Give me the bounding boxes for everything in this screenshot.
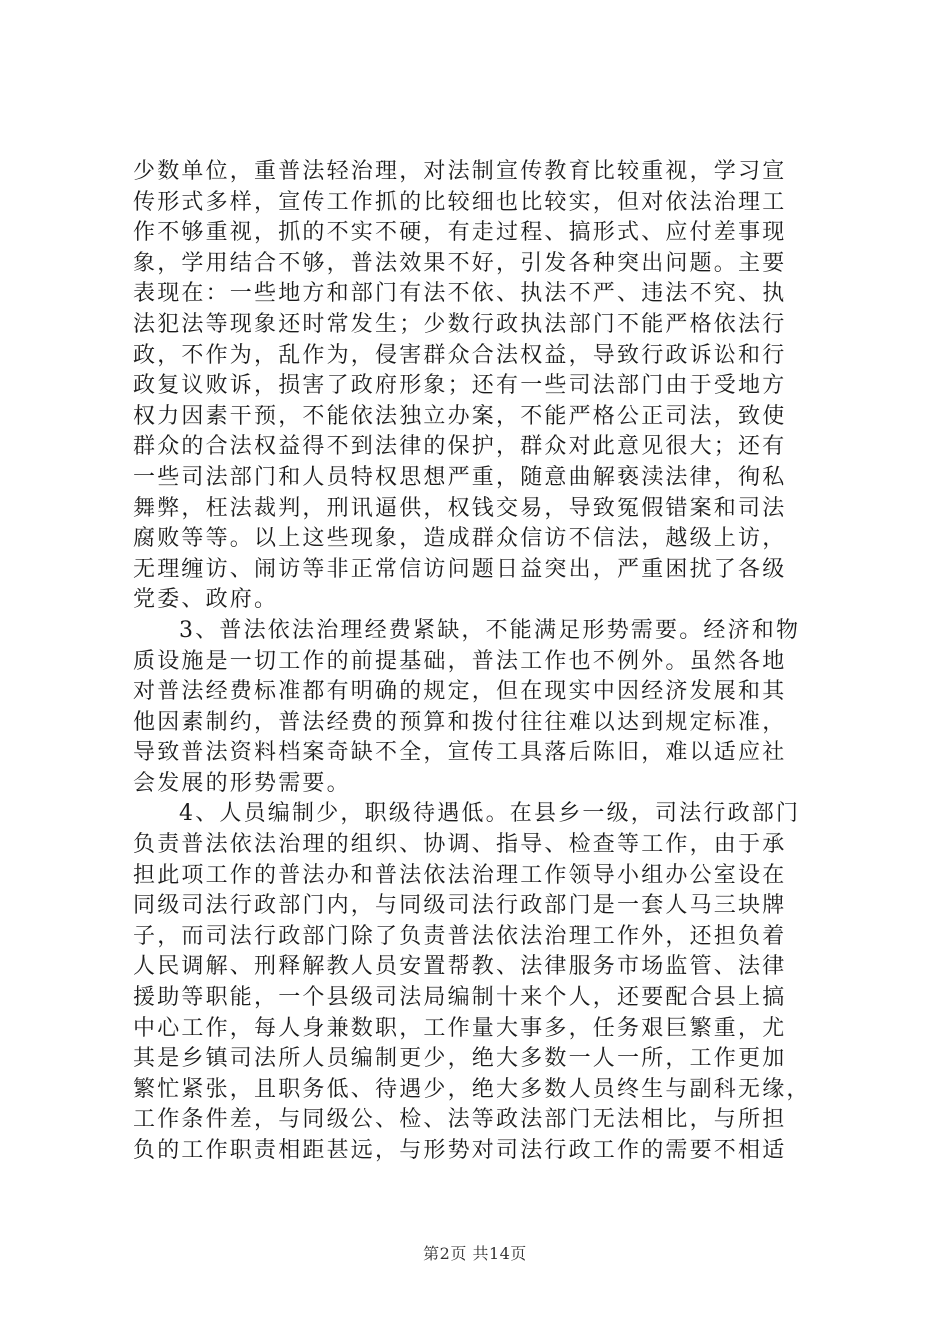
- text-line: 子，而司法行政部门除了负责普法依法治理工作外，还担负着: [133, 923, 787, 949]
- text-line: 腐败等等。以上这些现象，造成群众信访不信法，越级上访，: [133, 526, 787, 552]
- text-line: 对普法经费标准都有明确的规定，但在现实中因经济发展和其: [133, 679, 787, 705]
- text-line: 导致普法资料档案奇缺不全，宣传工具落后陈旧，难以适应社: [133, 740, 787, 766]
- document-body: [133, 157, 833, 1167]
- text-line: 一些司法部门和人员特权思想严重，随意曲解亵渎法律，徇私: [133, 464, 787, 490]
- text-line: 无理缠访、闹访等非正常信访问题日益突出，严重困扰了各级: [133, 556, 787, 582]
- text-line: 群众的合法权益得不到法律的保护，群众对此意见很大；还有: [133, 434, 787, 460]
- text-line: 负责普法依法治理的组织、协调、指导、检查等工作，由于承: [133, 832, 787, 858]
- text-line: 政，不作为，乱作为，侵害群众合法权益，导致行政诉讼和行: [133, 342, 787, 368]
- text-line: 表现在：一些地方和部门有法不依、执法不严、违法不究、执: [133, 281, 787, 307]
- paragraph-start-line: 4、人员编制少，职级待遇低。在县乡一级，司法行政部门: [179, 801, 801, 827]
- text-line: 权力因素干预，不能依法独立办案，不能严格公正司法，致使: [133, 403, 787, 429]
- text-line: 少数单位，重普法轻治理，对法制宣传教育比较重视，学习宣: [133, 159, 787, 184]
- text-line: 人民调解、刑释解教人员安置帮教、法律服务市场监管、法律: [133, 954, 787, 980]
- text-line: 舞弊，枉法裁判，刑讯逼供，权钱交易，导致冤假错案和司法: [133, 495, 787, 521]
- text-line: 象，学用结合不够，普法效果不好，引发各种突出问题。主要: [133, 250, 787, 276]
- text-line: 其是乡镇司法所人员编制更少，绝大多数一人一所，工作更加: [133, 1046, 787, 1072]
- text-line: 同级司法行政部门内，与同级司法行政部门是一套人马三块牌: [133, 893, 787, 919]
- text-line: 法犯法等现象还时常发生；少数行政执法部门不能严格依法行: [133, 311, 787, 337]
- paragraph-start-line: 3、普法依法治理经费紧缺，不能满足形势需要。经济和物: [179, 617, 801, 643]
- page-number-footer: 第2页 共14页: [423, 1244, 527, 1263]
- text-line: 援助等职能，一个县级司法局编制十来个人，还要配合县上搞: [133, 985, 787, 1011]
- text-line: 繁忙紧张，且职务低、待遇少，绝大多数人员终生与副科无缘，: [133, 1076, 811, 1102]
- text-line: 担此项工作的普法办和普法依法治理工作领导小组办公室设在: [133, 862, 787, 888]
- text-line: 质设施是一切工作的前提基础，普法工作也不例外。虽然各地: [133, 648, 787, 674]
- text-line: 中心工作，每人身兼数职，工作量大事多，任务艰巨繁重，尤: [133, 1015, 787, 1041]
- text-line: 传形式多样，宣传工作抓的比较细也比较实，但对依法治理工: [133, 189, 787, 215]
- text-line: 党委、政府。: [133, 587, 279, 613]
- text-line: 工作条件差，与同级公、检、法等政法部门无法相比，与所担: [133, 1107, 787, 1133]
- text-line: 政复议败诉，损害了政府形象；还有一些司法部门由于受地方: [133, 373, 787, 399]
- text-line: 作不够重视，抓的不实不硬，有走过程、搞形式、应付差事现: [133, 220, 787, 246]
- text-line: 负的工作职责相距甚远，与形势对司法行政工作的需要不相适: [133, 1138, 787, 1163]
- text-line: 会发展的形势需要。: [133, 770, 351, 796]
- text-line: 他因素制约，普法经费的预算和拨付往往难以达到规定标准，: [133, 709, 787, 735]
